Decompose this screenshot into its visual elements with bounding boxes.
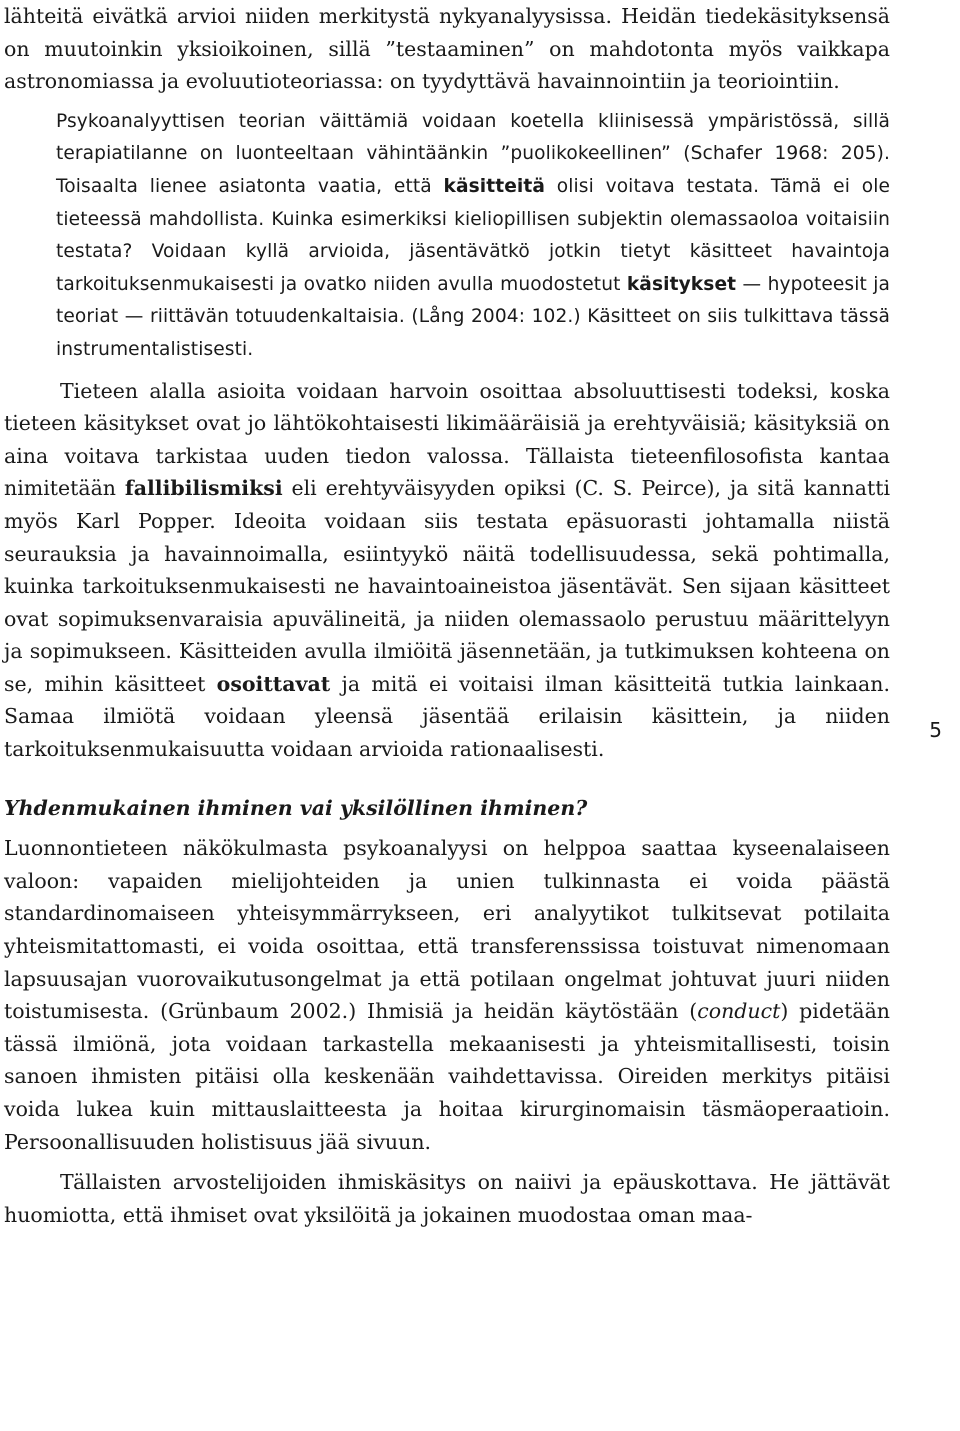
text-run: eli erehtyväisyyden opiksi (C. S. Peirce), ja sitä kannatti myös Karl Popper. Ideoita voidaan siis testata epäsuorasti johtamalla niistä seurauksia ja havainnoimalla, esiintyykö näitä todellisuudessa, sekä pohtimalla, kuinka tarkoituksenmukaisesti ne havaintoaineistoa jäsentävät. Sen sijaan käsitteet ovat sopimuksenvaraisia apuvälineitä, ja niiden olemassaolo perustuu määrittelyyn ja sopimukseen. Käsitteiden avulla ilmiöitä jäsennetään, ja tutkimuksen kohteena on se, mihin käsitteet <box>4 476 891 696</box>
text-run: Psykoanalyyttisen teorian väittämiä voidaan koetella kliinisessä ympäristössä, sillä terapiatilanne on luonteeltaan vähintäänkin ”puolikokeellinen” (Schafer 1968: 205). Toisaalta lienee asiatonta vaatia, että <box>56 110 890 197</box>
page-number: 5 <box>929 718 942 742</box>
block-quote <box>4 106 890 367</box>
emphasis-bold: käsitteitä <box>443 175 546 197</box>
emphasis-bold: osoittavat <box>216 671 331 696</box>
text-run: — hypoteesit ja teoriat — riittävän totuudenkaltaisia. (Lång 2004: 102.) Käsitteet on siis tulkittava tässä instrumentalistisesti. <box>56 273 890 360</box>
paragraph-intro <box>4 0 890 98</box>
text-run: ja mitä ei voitaisi ilman käsitteitä tutkia lainkaan. Samaa ilmiötä voidaan yleensä jäsentää erilaisin käsittein, ja niiden tarkoituksenmukaisuutta voidaan arvioida rationaalisesti. <box>4 671 890 762</box>
paragraph-fallibilism <box>4 375 890 766</box>
document-page <box>4 0 890 1231</box>
paragraph-natural-science <box>4 832 890 1158</box>
text-run: olisi voitava testata. Tämä ei ole tieteessä mahdollista. Kuinka esimerkiksi kieliopillisen subjektin olemassaoloa voitaisiin testata? Voidaan kyllä arvioida, jäsentävätkö jotkin tietyt käsitteet havaintoja tarkoituksenmukaisesti ja ovatko niiden avulla muodostetut <box>56 175 890 295</box>
paragraph-critics <box>4 1166 890 1231</box>
emphasis-italic: conduct <box>697 999 781 1024</box>
section-heading: Yhdenmukainen ihminen vai yksilöllinen ihminen? <box>4 795 588 820</box>
emphasis-bold: fallibilismiksi <box>124 476 283 501</box>
emphasis-bold: käsitykset <box>626 273 737 295</box>
text-run: ) pidetään tässä ilmiönä, jota voidaan tarkastella mekaanisesti ja yhteismitallisesti, toisin sanoen ihmisten pitäisi olla keskenään vaihdettavissa. Oireiden merkitys pitäisi voida lukea kuin mittauslaitteesta ja hoitaa kirurginomaisin täsmäoperaatioin. Persoonallisuuden holistisuus jää sivuun. <box>4 999 890 1154</box>
text-run: lähteitä eivätkä arvioi niiden merkitystä nykyanalyysissa. Heidän tiedekäsityksensä on muutoinkin yksioikoinen, sillä ”testaaminen” on mahdotonta myös vaikkapa astronomiassa ja evoluutioteoriassa: on tyydyttävä havainnointiin ja teoriointiin. <box>4 4 890 94</box>
text-run: Luonnontieteen näkökulmasta psykoanalyysi on helppoa saattaa kyseenalaiseen valoon: vapaiden mielijohteiden ja unien tulkinnasta ei voida päästä standardinomaiseen yhteisymmärrykseen, eri analyytikot tulkitsevat potilaita yhteismitattomasti, ei voida osoittaa, että transferenssissa toistuvat nimenomaan lapsuusajan vuorovaikutusongelmat ja että potilaan ongelmat johtuvat juuri niiden toistumisesta. (Grünbaum 2002.) Ihmisiä ja heidän käytöstään ( <box>4 836 890 1024</box>
text-run: Tällaisten arvostelijoiden ihmiskäsitys on naiivi ja epäuskottava. He jättävät huomiotta, että ihmiset ovat yksilöitä ja jokainen muodostaa oman maa- <box>4 1170 890 1227</box>
text-run: Tieteen alalla asioita voidaan harvoin osoittaa absoluuttisesti todeksi, koska tieteen käsitykset ovat jo lähtökohtaisesti likimääräisiä ja erehtyväisiä; käsityksiä on aina voitava tarkistaa uuden tiedon valossa. Tällaista tieteenfilosofista kantaa nimitetään <box>4 378 890 501</box>
